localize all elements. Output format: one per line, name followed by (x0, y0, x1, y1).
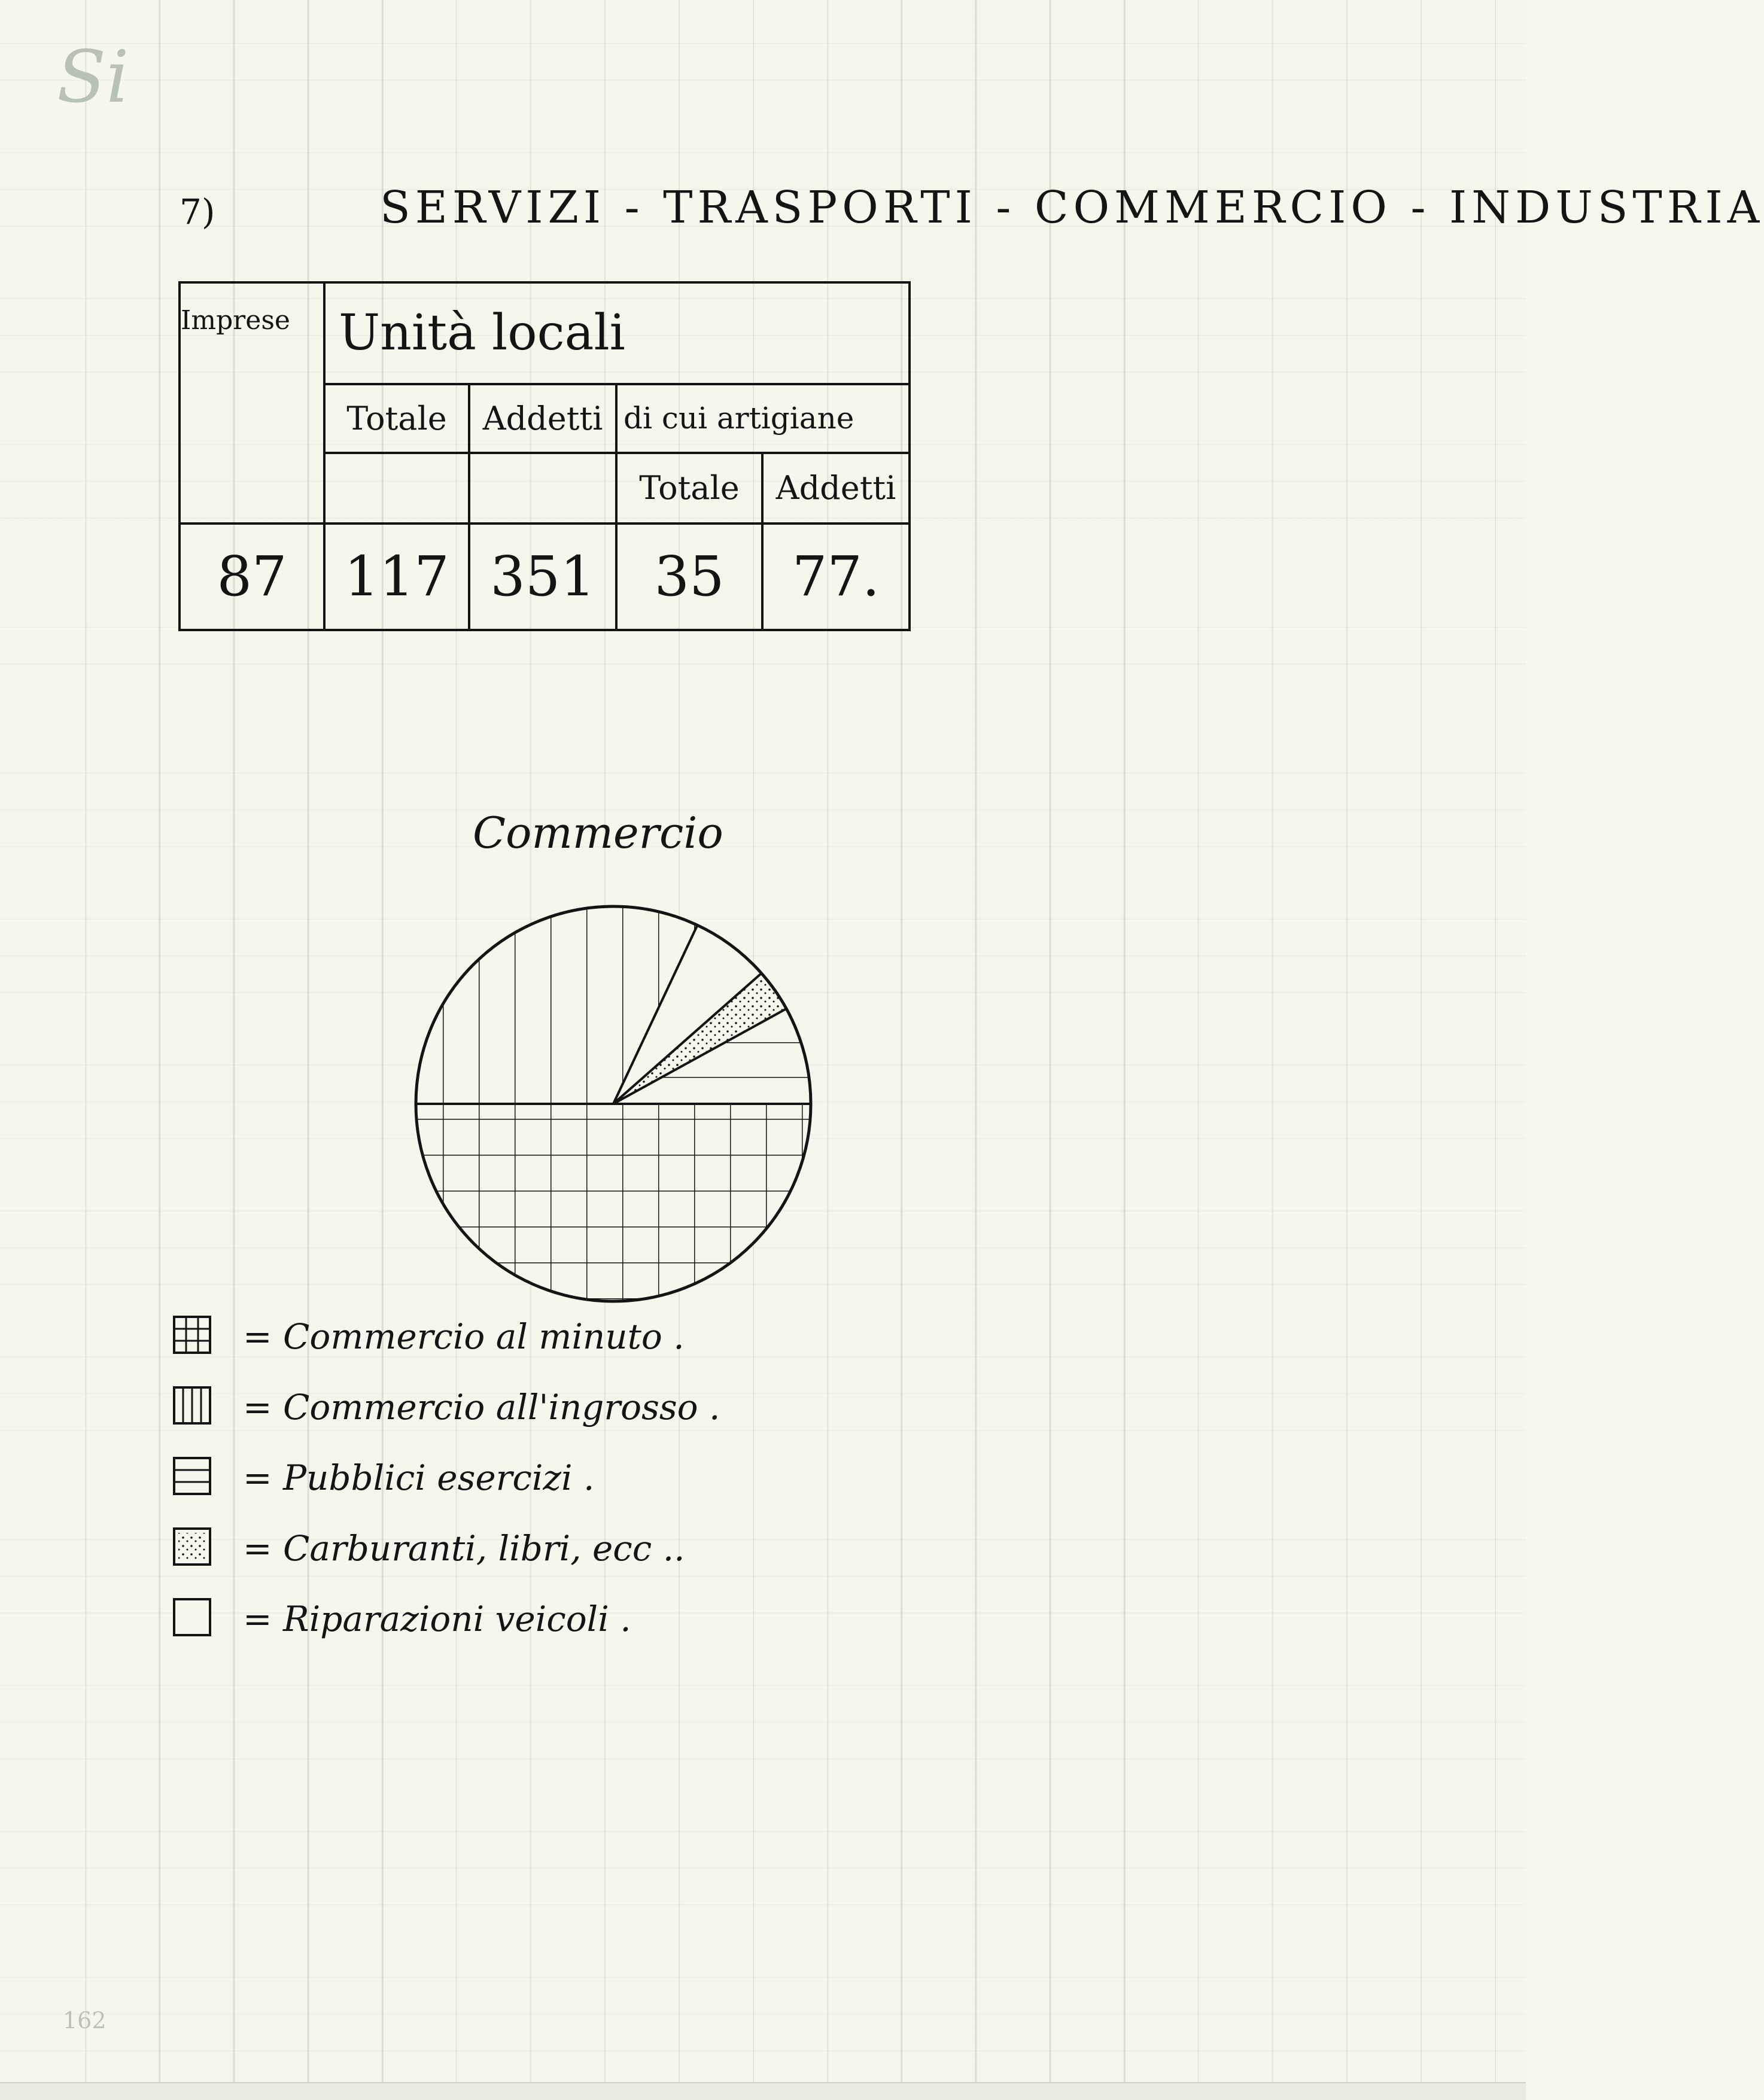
totale-header: Totale (324, 384, 469, 453)
page-title: SERVIZI - TRASPORTI - COMMERCIO - INDUSTRIA (380, 182, 1764, 233)
artigiane-addetti-header: Addetti (762, 453, 910, 524)
addetti-header: Addetti (469, 384, 616, 453)
legend-swatch-vertical (172, 1386, 212, 1425)
legend-label: = Riparazioni veicoli . (243, 1599, 631, 1639)
blank-cell (469, 453, 616, 524)
legend-swatch-horizontal (172, 1456, 212, 1496)
census-table (178, 281, 911, 631)
imprese-value: 87 (180, 524, 324, 630)
chart-title: Commercio (473, 808, 723, 858)
addetti-value: 351 (469, 524, 616, 630)
page-number: 162 (63, 2007, 107, 2034)
artigiane-header: di cui artigiane (616, 384, 910, 453)
legend-label: = Commercio all'ingrosso . (243, 1387, 720, 1428)
corner-mark: Si (57, 36, 129, 119)
artigiane-addetti-value: 77. (762, 524, 910, 630)
totale-value: 117 (324, 524, 469, 630)
scan-bottom-edge (0, 2082, 1526, 2100)
legend-label: = Carburanti, libri, ecc .. (243, 1528, 685, 1569)
blank-cell (324, 453, 469, 524)
artigiane-totale-header: Totale (616, 453, 762, 524)
artigiane-totale-value: 35 (616, 524, 762, 630)
legend-swatch-none (172, 1597, 212, 1637)
legend-swatch-dots (172, 1527, 212, 1566)
unita-locali-header: Unità locali (324, 282, 910, 384)
legend-label: = Commercio al minuto . (243, 1316, 685, 1357)
pie-chart (407, 903, 814, 1310)
legend-swatch-grid (172, 1315, 212, 1355)
legend-label: = Pubblici esercizi . (243, 1457, 595, 1498)
pie-slice-commercio-al-minuto (416, 1104, 811, 1301)
imprese-header: Imprese (180, 282, 324, 524)
section-number: 7) (180, 191, 215, 232)
